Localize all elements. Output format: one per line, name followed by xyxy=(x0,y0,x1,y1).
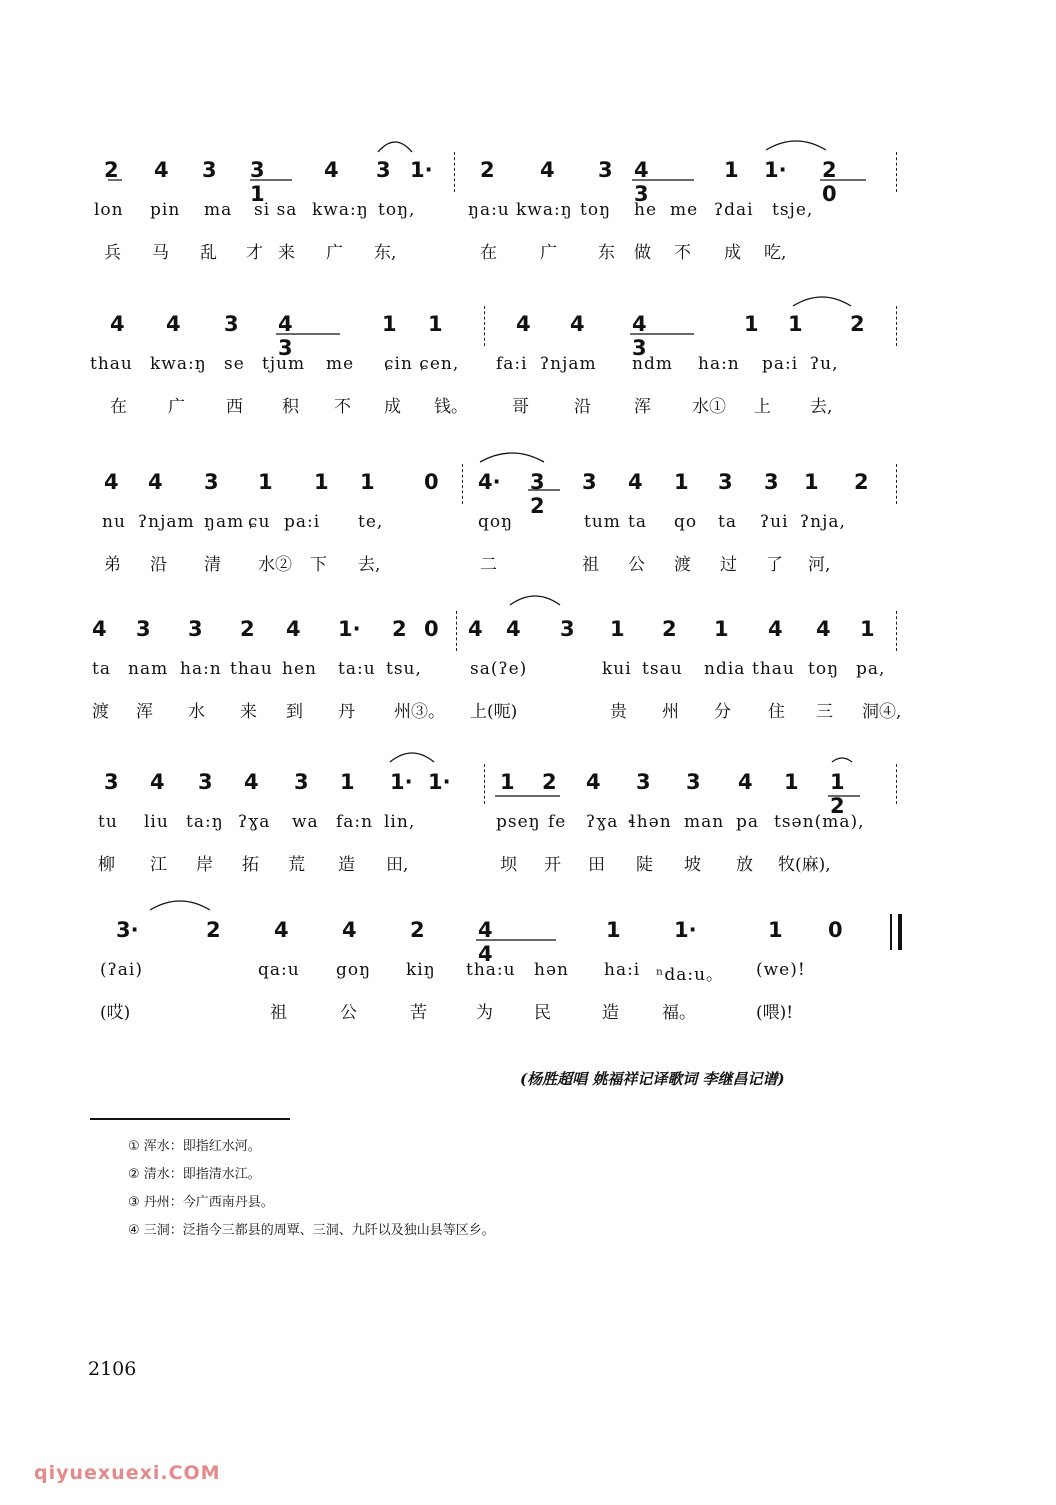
lyric-character: 苦 xyxy=(410,1003,427,1023)
lyric-character: 州③。 xyxy=(394,702,445,722)
lyric-syllable: qa:u xyxy=(258,960,300,980)
note: 3 xyxy=(104,770,119,794)
lyric-character: 丹 xyxy=(338,702,355,722)
note: 4 xyxy=(244,770,259,794)
lyric-character: 造 xyxy=(602,1003,619,1023)
note: 3 xyxy=(582,470,597,494)
lyric-syllable: lon xyxy=(94,200,124,220)
note: 4 xyxy=(506,617,521,641)
lyric-syllable: pa xyxy=(736,812,760,832)
footnote-1: ① 浑水：即指红水河。 xyxy=(128,1139,261,1154)
lyric-syllable: pseŋ xyxy=(496,812,541,832)
lyric-character: 贵 xyxy=(610,702,627,722)
lyric-syllable: ʔu, xyxy=(810,354,839,374)
lyric-character: 去, xyxy=(810,397,833,417)
note: 4 xyxy=(768,617,783,641)
lyric-syllable: hen xyxy=(282,659,317,679)
lyric-syllable: ma xyxy=(204,200,233,220)
lyric-character: 分 xyxy=(714,702,731,722)
lyric-syllable: ʔui xyxy=(760,512,789,532)
lyric-syllable: ʔnjam xyxy=(540,354,597,374)
note: 4 xyxy=(150,770,165,794)
lyric-character: 为 xyxy=(476,1003,493,1023)
note: 2 xyxy=(206,918,221,942)
lyric-character: 才 xyxy=(246,243,263,263)
note: 1 xyxy=(804,470,819,494)
lyric-syllable: kwa:ŋ xyxy=(516,200,573,220)
lyric-syllable: thau xyxy=(230,659,273,679)
note: 3 xyxy=(188,617,203,641)
lyric-character: 不 xyxy=(334,397,351,417)
lyric-syllable: ʔnja, xyxy=(800,512,846,532)
note: 0 xyxy=(424,617,439,641)
lyric-syllable: kui xyxy=(602,659,632,679)
note: 2 xyxy=(854,470,869,494)
lyric-syllable: se xyxy=(224,354,245,374)
lyric-character: 广 xyxy=(540,243,557,263)
lyric-syllable: si sa xyxy=(254,200,298,220)
note: 3 xyxy=(718,470,733,494)
note: 1· xyxy=(338,617,361,641)
lyric-syllable: pa, xyxy=(856,659,886,679)
lyric-syllable: fa:i xyxy=(496,354,528,374)
lyric-syllable: ta:u xyxy=(338,659,376,679)
lyric-syllable: ɬhən xyxy=(628,812,672,832)
lyric-syllable: toŋ xyxy=(808,659,840,679)
lyric-syllable: hən xyxy=(534,960,569,980)
lyric-syllable: he xyxy=(634,200,658,220)
bar-line xyxy=(484,306,485,346)
note: 3 2 xyxy=(530,470,545,518)
lyric-syllable: me xyxy=(670,200,699,220)
note: 4 xyxy=(738,770,753,794)
note: 4 xyxy=(342,918,357,942)
note: 4 xyxy=(324,158,339,182)
lyric-character: 过 xyxy=(720,555,737,575)
note: 1 xyxy=(382,312,397,336)
lyric-syllable: ndm xyxy=(632,354,673,374)
note: 1 xyxy=(860,617,875,641)
note: 0 xyxy=(424,470,439,494)
bar-line xyxy=(456,611,457,651)
lyric-syllable: nam xyxy=(128,659,169,679)
lyric-syllable: ʔɣa xyxy=(586,812,619,832)
lyric-syllable: ʔɣa xyxy=(238,812,271,832)
note: 1· xyxy=(428,770,451,794)
note: 1· xyxy=(674,918,697,942)
note: 2 xyxy=(410,918,425,942)
lyric-syllable: ta xyxy=(92,659,111,679)
lyric-character: 沿 xyxy=(150,555,167,575)
lyric-character: 下 xyxy=(310,555,327,575)
lyric-syllable: kwa:ŋ xyxy=(312,200,369,220)
lyric-character: 水② xyxy=(258,555,292,575)
lyric-syllable: te, xyxy=(358,512,384,532)
score-system-5 xyxy=(88,770,908,900)
note: 1 xyxy=(610,617,625,641)
lyric-character: 哥 xyxy=(512,397,529,417)
lyric-character: 在 xyxy=(110,397,127,417)
lyric-character: 公 xyxy=(628,555,645,575)
lyric-syllable: (we)! xyxy=(756,960,806,980)
note: 2 xyxy=(662,617,677,641)
lyric-character: 洞④, xyxy=(862,702,902,722)
lyric-character: 去, xyxy=(358,555,381,575)
lyric-syllable: nu xyxy=(102,512,126,532)
bar-line xyxy=(896,611,897,651)
note: 3 1 xyxy=(250,158,265,206)
lyric-character: 拓 xyxy=(242,855,259,875)
bar-line xyxy=(896,464,897,504)
lyric-syllable: pa:i xyxy=(284,512,321,532)
lyric-syllable: liu xyxy=(144,812,169,832)
lyric-character: 做 xyxy=(634,243,651,263)
bar-line xyxy=(484,764,485,804)
lyric-character: 州 xyxy=(662,702,679,722)
note: 3 xyxy=(202,158,217,182)
note: 4 4 xyxy=(478,918,493,966)
note: 4 xyxy=(92,617,107,641)
lyric-syllable: kiŋ xyxy=(406,960,436,980)
note: 4 xyxy=(628,470,643,494)
note: 0 xyxy=(828,918,843,942)
lyric-character: 二 xyxy=(480,555,497,575)
note: 4 3 xyxy=(634,158,649,206)
final-bar-line xyxy=(890,914,902,950)
lyric-syllable: ta xyxy=(718,512,737,532)
note: 4 3 xyxy=(278,312,293,360)
lyric-syllable: fa:n xyxy=(336,812,374,832)
note: 4 xyxy=(104,470,119,494)
lyric-character: 浑 xyxy=(634,397,651,417)
footnote-2: ② 清水：即指清水江。 xyxy=(128,1167,261,1182)
lyric-syllable: ɕin ɕen, xyxy=(384,354,460,374)
lyric-character: 东 xyxy=(598,243,615,263)
lyric-syllable: qoŋ xyxy=(478,512,514,532)
lyric-syllable: ɕu xyxy=(248,512,271,532)
lyric-character: 田 xyxy=(588,855,605,875)
footnotes xyxy=(128,1133,495,1245)
page-number: 2106 xyxy=(88,1358,137,1380)
lyric-character: 岸 xyxy=(196,855,213,875)
lyric-syllable: kwa:ŋ xyxy=(150,354,207,374)
note: 2 xyxy=(850,312,865,336)
note: 4 xyxy=(154,158,169,182)
lyric-character: 三 xyxy=(816,702,833,722)
note: 3 xyxy=(224,312,239,336)
lyric-character: 祖 xyxy=(582,555,599,575)
lyric-character: 放 xyxy=(736,855,753,875)
lyric-character: 清 xyxy=(204,555,221,575)
lyric-character: 钱。 xyxy=(434,397,468,417)
note: 3 xyxy=(764,470,779,494)
note: 1 xyxy=(428,312,443,336)
lyric-character: 来 xyxy=(278,243,295,263)
note: 3 xyxy=(136,617,151,641)
note: 1 xyxy=(744,312,759,336)
note: 2 xyxy=(104,158,119,182)
note: 3 xyxy=(636,770,651,794)
note: 1 xyxy=(674,470,689,494)
lyric-character: 成 xyxy=(384,397,401,417)
lyric-character: 祖 xyxy=(270,1003,287,1023)
lyric-character: 陡 xyxy=(636,855,653,875)
note: 3 xyxy=(198,770,213,794)
lyric-syllable: ŋa:u xyxy=(468,200,510,220)
note: 4 xyxy=(286,617,301,641)
lyric-syllable: tsu, xyxy=(386,659,422,679)
lyric-syllable: thau xyxy=(752,659,795,679)
lyric-syllable: tjum xyxy=(262,354,306,374)
note: 1 xyxy=(788,312,803,336)
lyric-syllable: ta:ŋ xyxy=(186,812,224,832)
bar-line xyxy=(896,152,897,192)
note: 4 xyxy=(110,312,125,336)
lyric-syllable: wa xyxy=(292,812,319,832)
lyric-character: 到 xyxy=(286,702,303,722)
note: 4 xyxy=(274,918,289,942)
lyric-character: 造 xyxy=(338,855,355,875)
note: 3 xyxy=(376,158,391,182)
lyric-character: 乱 xyxy=(200,243,217,263)
note: 4 xyxy=(516,312,531,336)
note: 4 xyxy=(570,312,585,336)
note: 4 xyxy=(540,158,555,182)
score-system-3 xyxy=(88,470,908,600)
lyric-syllable: fe xyxy=(548,812,567,832)
lyric-syllable: tha:u xyxy=(466,960,516,980)
note: 2 xyxy=(392,617,407,641)
lyric-character: 福。 xyxy=(662,1003,696,1023)
lyric-syllable: qo xyxy=(674,512,698,532)
lyric-syllable: ⁿda:u。 xyxy=(656,965,725,985)
lyric-syllable: lin, xyxy=(384,812,416,832)
lyric-syllable: ndia xyxy=(704,659,746,679)
note: 4 xyxy=(166,312,181,336)
bar-line xyxy=(454,152,455,192)
note: 1· xyxy=(764,158,787,182)
lyric-character: 江 xyxy=(150,855,167,875)
note: 1 xyxy=(340,770,355,794)
note: 3· xyxy=(116,918,139,942)
footnote-3: ③ 丹州：今广西南丹县。 xyxy=(128,1195,274,1210)
lyric-character: 吃, xyxy=(764,243,787,263)
lyric-character: 沿 xyxy=(574,397,591,417)
lyric-character: 广 xyxy=(326,243,343,263)
note: 4 xyxy=(468,617,483,641)
note: 3 xyxy=(204,470,219,494)
lyric-character: 水① xyxy=(692,397,726,417)
note: 1· xyxy=(410,158,433,182)
lyric-character: 西 xyxy=(226,397,243,417)
note: 1 xyxy=(500,770,515,794)
performer-credit: (杨胜超唱 姚福祥记译歌词 李继昌记谱) xyxy=(520,1070,785,1088)
score-system-2 xyxy=(88,312,908,442)
score-system-1 xyxy=(88,158,908,288)
lyric-syllable: tsən(ma), xyxy=(774,812,865,832)
lyric-character: 广 xyxy=(168,397,185,417)
lyric-syllable: toŋ, xyxy=(378,200,416,220)
lyric-character: 坡 xyxy=(684,855,701,875)
lyric-syllable: pa:i xyxy=(762,354,799,374)
bar-line xyxy=(896,764,897,804)
lyric-syllable: me xyxy=(326,354,355,374)
lyric-character: 来 xyxy=(240,702,257,722)
note: 4 3 xyxy=(632,312,647,360)
note: 4 xyxy=(586,770,601,794)
note: 1 xyxy=(606,918,621,942)
lyric-character: 河, xyxy=(808,555,831,575)
lyric-syllable: ta xyxy=(628,512,647,532)
lyric-syllable: ha:n xyxy=(698,354,740,374)
note: 1 xyxy=(258,470,273,494)
lyric-character: 渡 xyxy=(92,702,109,722)
lyric-syllable: tum xyxy=(584,512,621,532)
lyric-character: 水 xyxy=(188,702,205,722)
note: 2 0 xyxy=(822,158,837,206)
score-system-6 xyxy=(88,918,908,1048)
lyric-syllable: man xyxy=(684,812,725,832)
lyric-character: 积 xyxy=(282,397,299,417)
note: 1 xyxy=(784,770,799,794)
lyric-character: 马 xyxy=(152,243,169,263)
lyric-syllable: tsje, xyxy=(772,200,814,220)
lyric-syllable: tu xyxy=(98,812,118,832)
note: 1 xyxy=(768,918,783,942)
lyric-character: 浑 xyxy=(136,702,153,722)
lyric-character: 在 xyxy=(480,243,497,263)
lyric-character: 荒 xyxy=(288,855,305,875)
lyric-character: 东, xyxy=(374,243,397,263)
lyric-syllable: ha:n xyxy=(180,659,222,679)
lyric-syllable: toŋ xyxy=(580,200,612,220)
lyric-character: 开 xyxy=(544,855,561,875)
note: 4 xyxy=(148,470,163,494)
lyric-character: 坝 xyxy=(500,855,517,875)
note: 2 xyxy=(480,158,495,182)
lyric-character: 牧(麻), xyxy=(778,855,831,875)
lyric-character: 上(呃) xyxy=(470,702,518,722)
lyric-character: 住 xyxy=(768,702,785,722)
note: 3 xyxy=(294,770,309,794)
lyric-syllable: ʔdai xyxy=(714,200,754,220)
watermark: qiyuexuexi.COM xyxy=(34,1462,221,1484)
lyric-character: 成 xyxy=(724,243,741,263)
lyric-syllable: tsau xyxy=(642,659,683,679)
note: 3 xyxy=(560,617,575,641)
lyric-syllable: ʔnjam xyxy=(138,512,195,532)
lyric-syllable: goŋ xyxy=(336,960,372,980)
note: 1 xyxy=(360,470,375,494)
note: 4· xyxy=(478,470,501,494)
bar-line xyxy=(896,306,897,346)
lyric-character: 兵 xyxy=(104,243,121,263)
note: 3 xyxy=(686,770,701,794)
lyric-syllable: ŋam xyxy=(204,512,245,532)
lyric-character: 弟 xyxy=(104,555,121,575)
lyric-syllable: thau xyxy=(90,354,133,374)
lyric-character: 田, xyxy=(386,855,409,875)
footnote-divider xyxy=(90,1118,290,1120)
lyric-character: 不 xyxy=(674,243,691,263)
lyric-character: 了 xyxy=(766,555,783,575)
lyric-character: 上 xyxy=(754,397,771,417)
lyric-character: (哎) xyxy=(100,1003,131,1023)
note: 1 xyxy=(724,158,739,182)
lyric-syllable: sa(ʔe) xyxy=(470,659,528,679)
bar-line xyxy=(462,464,463,504)
lyric-syllable: ha:i xyxy=(604,960,641,980)
lyric-character: (喂)! xyxy=(756,1003,794,1023)
note: 1 2 xyxy=(830,770,845,818)
footnote-4: ④ 三洞：泛指今三都县的周覃、三洞、九阡以及独山县等区乡。 xyxy=(128,1223,495,1238)
note: 2 xyxy=(542,770,557,794)
lyric-character: 民 xyxy=(534,1003,551,1023)
note: 4 xyxy=(816,617,831,641)
lyric-character: 公 xyxy=(340,1003,357,1023)
lyric-syllable: pin xyxy=(150,200,181,220)
score-system-4 xyxy=(88,617,908,747)
lyric-character: 渡 xyxy=(674,555,691,575)
lyric-syllable: (ʔai) xyxy=(100,960,143,980)
note: 1· xyxy=(390,770,413,794)
lyric-character: 柳 xyxy=(98,855,115,875)
note: 1 xyxy=(314,470,329,494)
note: 1 xyxy=(714,617,729,641)
note: 2 xyxy=(240,617,255,641)
note: 3 xyxy=(598,158,613,182)
